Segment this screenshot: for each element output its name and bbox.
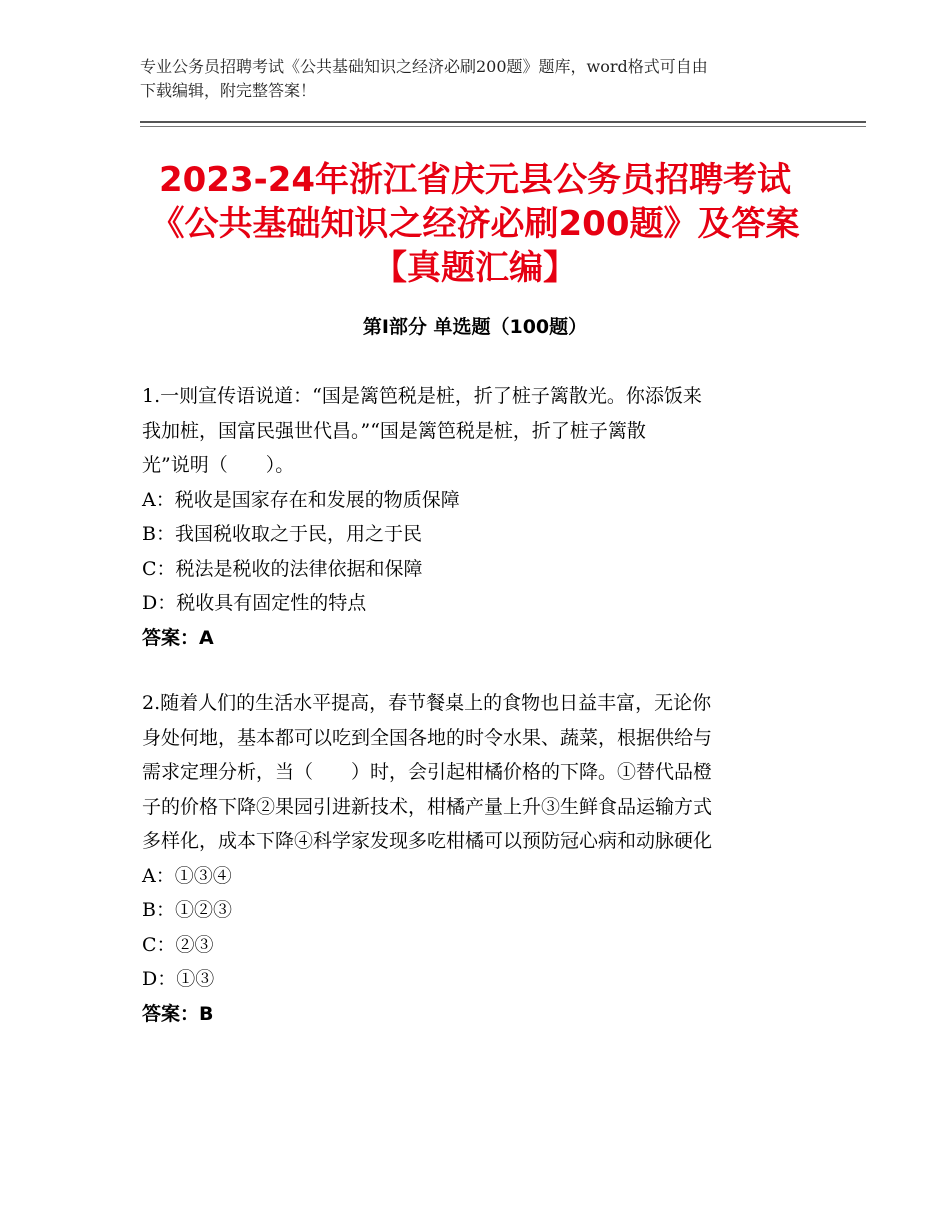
header-note-line-2: 下载编辑，附完整答案！ xyxy=(140,81,317,100)
question-2-answer: 答案：B xyxy=(142,1002,214,1025)
header-note xyxy=(140,55,820,103)
header-note-line-1: 专业公务员招聘考试《公共基础知识之经济必刷200题》题库，word格式可自由 xyxy=(140,57,708,76)
header-divider-thin xyxy=(140,126,866,127)
question-1-option-b: B：我国税收取之于民，用之于民 xyxy=(142,523,422,545)
question-2-line-4: 子的价格下降②果园引进新技术，柑橘产量上升③生鲜食品运输方式 xyxy=(142,795,713,818)
title-line-2: 《公共基础知识之经济必刷200题》及答案 xyxy=(150,204,800,244)
section-heading: 第Ⅰ部分 单选题（100题） xyxy=(362,316,588,338)
question-2 xyxy=(142,686,802,1031)
question-1-option-c: C：税法是税收的法律依据和保障 xyxy=(142,557,423,580)
question-2-option-c: C：②③ xyxy=(142,933,214,956)
document-title xyxy=(120,158,830,290)
question-1-line-3: 光”说明（ ）。 xyxy=(142,454,295,476)
question-1 xyxy=(142,379,802,655)
title-line-1: 2023-24年浙江省庆元县公务员招聘考试 xyxy=(158,160,792,200)
question-2-option-d: D：①③ xyxy=(142,968,215,990)
question-2-line-3: 需求定理分析，当（ ）时，会引起柑橘价格的下降。①替代品橙 xyxy=(142,761,713,783)
title-line-3: 【真题汇编】 xyxy=(373,248,577,288)
question-1-answer: 答案：A xyxy=(142,626,214,649)
question-2-option-b: B：①②③ xyxy=(142,899,232,921)
question-2-line-1: 2.随着人们的生活水平提高，春节餐桌上的食物也日益丰富，无论你 xyxy=(142,692,712,714)
question-1-option-d: D：税收具有固定性的特点 xyxy=(142,592,367,614)
header-divider-thick xyxy=(140,121,866,123)
question-2-line-2: 身处何地，基本都可以吃到全国各地的时令水果、蔬菜，根据供给与 xyxy=(142,726,713,749)
question-2-line-5: 多样化，成本下降④科学家发现多吃柑橘可以预防冠心病和动脉硬化 xyxy=(142,830,713,852)
question-1-line-1: 1.一则宣传语说道：“国是篱笆税是桩，折了桩子篱散光。你添饭来 xyxy=(142,385,702,407)
question-1-line-2: 我加桩，国富民强世代昌。”“国是篱笆税是桩，折了桩子篱散 xyxy=(142,419,646,442)
question-2-option-a: A：①③④ xyxy=(142,864,232,887)
question-1-option-a: A：税收是国家存在和发展的物质保障 xyxy=(142,488,460,511)
